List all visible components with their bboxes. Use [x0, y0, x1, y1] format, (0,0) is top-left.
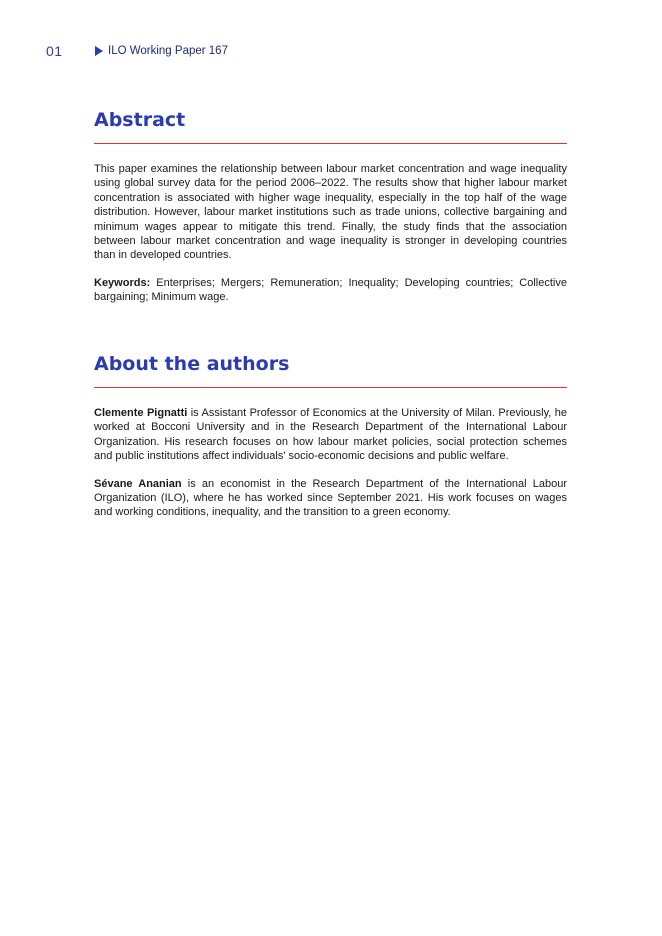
author-bio: is Assistant Professor of Economics at the University of Milan. Previously, he worked at Bocconi University and in the Research Department of the International Labour Organization. His research focuses on how labour market policies, social protection schemes and public institutions affect individuals' socio-economic decisions and public welfare.: [94, 407, 568, 463]
abstract-divider: [94, 143, 567, 144]
abstract-text: This paper examines the relationship between labour market concentration and wage inequality using global survey data for the period 2006–2022. The results show that higher labour market concentration is associated with higher wage inequality, especially in the top half of the wage distribution. However, labour market institutions such as trade unions, collective bargaining and minimum wages appear to mitigate this trend. Finally, the study finds that the association between labour market concentration and wage inequality is stronger in developing countries than in developed countries.: [94, 163, 567, 262]
author-paragraph: [94, 477, 567, 520]
keywords-list: Enterprises; Mergers; Remuneration; Inequality; Developing countries; Collective bargaining; Minimum wage.: [94, 276, 567, 304]
abstract-heading: Abstract: [94, 109, 186, 131]
abstract-section: [94, 108, 567, 305]
author-bio: is an economist in the Research Department of the International Labour Organization (ILO), where he has worked since September 2021. His work focuses on wages and working conditions, inequality, and the transition to a green economy.: [94, 477, 567, 519]
authors-section: [94, 352, 567, 520]
running-title: ILO Working Paper 167: [108, 45, 228, 57]
keywords-label: Keywords:: [94, 276, 151, 289]
authors-heading: About the authors: [94, 353, 290, 375]
running-header: [95, 45, 228, 57]
page-number: 01: [46, 43, 63, 59]
authors-divider: [94, 387, 567, 388]
author-paragraph: [94, 406, 567, 464]
triangle-bullet-icon: [95, 46, 103, 56]
author-name: Clemente Pignatti: [94, 407, 188, 419]
keywords-paragraph: [94, 276, 567, 305]
author-name: Sévane Ananian: [94, 477, 182, 490]
